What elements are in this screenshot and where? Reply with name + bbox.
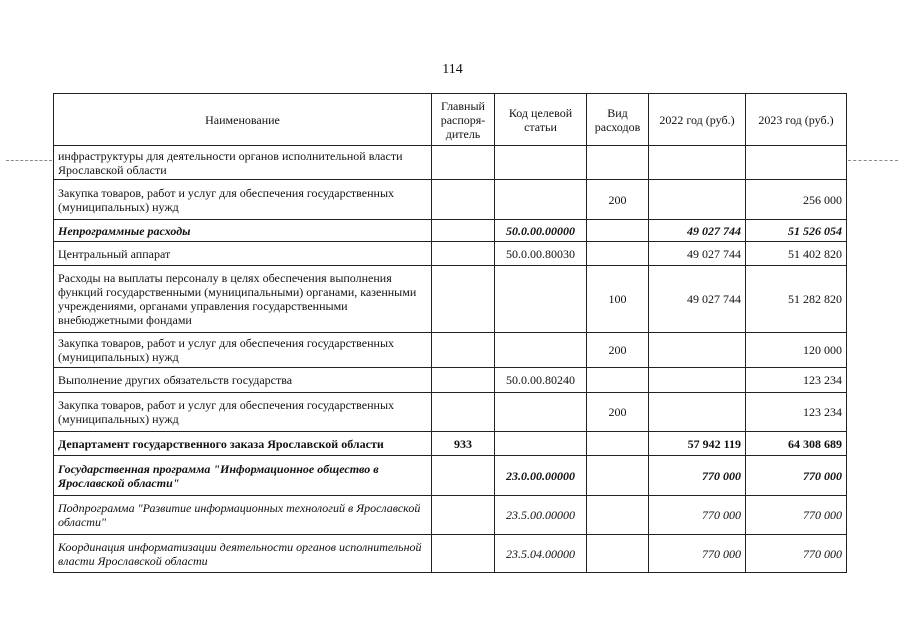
cell-2022: 49 027 744 bbox=[649, 220, 746, 242]
cell-2023: 51 526 054 bbox=[746, 220, 847, 242]
header-2022: 2022 год (руб.) bbox=[649, 94, 746, 146]
cell-code bbox=[495, 333, 587, 368]
cell-name: инфраструктуры для деятельности органов исполнительной власти Ярославской области bbox=[54, 146, 432, 180]
cell-code bbox=[495, 180, 587, 220]
cell-manager bbox=[432, 393, 495, 432]
table-row bbox=[54, 368, 847, 393]
cell-code: 50.0.00.80030 bbox=[495, 242, 587, 266]
cell-2023: 51 282 820 bbox=[746, 266, 847, 333]
cell-code: 50.0.00.00000 bbox=[495, 220, 587, 242]
cell-2023: 770 000 bbox=[746, 496, 847, 535]
cell-2022: 770 000 bbox=[649, 456, 746, 496]
table-row bbox=[54, 432, 847, 456]
cell-2022 bbox=[649, 393, 746, 432]
cell-2023: 51 402 820 bbox=[746, 242, 847, 266]
cell-name: Закупка товаров, работ и услуг для обеспечения государственных (муниципальных) нужд bbox=[54, 180, 432, 220]
cell-manager bbox=[432, 146, 495, 180]
header-name: Наименование bbox=[54, 94, 432, 146]
cell-2022 bbox=[649, 368, 746, 393]
cell-type: 200 bbox=[587, 333, 649, 368]
cell-name: Выполнение других обязательств государства bbox=[54, 368, 432, 393]
table-row bbox=[54, 266, 847, 333]
table-row bbox=[54, 333, 847, 368]
cell-name: Координация информатизации деятельности органов исполнительной власти Ярославской области bbox=[54, 535, 432, 573]
cell-type bbox=[587, 242, 649, 266]
cell-manager bbox=[432, 180, 495, 220]
budget-table bbox=[53, 93, 847, 573]
cell-name: Закупка товаров, работ и услуг для обеспечения государственных (муниципальных) нужд bbox=[54, 393, 432, 432]
cell-2023: 770 000 bbox=[746, 456, 847, 496]
cell-name: Подпрограмма "Развитие информационных технологий в Ярославской области" bbox=[54, 496, 432, 535]
cell-2023: 120 000 bbox=[746, 333, 847, 368]
cell-manager bbox=[432, 456, 495, 496]
header-type: Вид расходов bbox=[587, 94, 649, 146]
cell-2023: 770 000 bbox=[746, 535, 847, 573]
page-break-dash-right bbox=[848, 160, 898, 161]
table-row bbox=[54, 456, 847, 496]
table-row bbox=[54, 242, 847, 266]
table-row bbox=[54, 393, 847, 432]
cell-2023: 256 000 bbox=[746, 180, 847, 220]
table-row bbox=[54, 220, 847, 242]
cell-code: 23.5.04.00000 bbox=[495, 535, 587, 573]
cell-type bbox=[587, 432, 649, 456]
cell-code: 23.0.00.00000 bbox=[495, 456, 587, 496]
table-row bbox=[54, 496, 847, 535]
cell-type bbox=[587, 456, 649, 496]
cell-2023: 64 308 689 bbox=[746, 432, 847, 456]
header-code: Код целевой статьи bbox=[495, 94, 587, 146]
cell-manager bbox=[432, 220, 495, 242]
cell-type bbox=[587, 220, 649, 242]
header-2023: 2023 год (руб.) bbox=[746, 94, 847, 146]
cell-type bbox=[587, 496, 649, 535]
cell-type bbox=[587, 368, 649, 393]
page-break-dash-left bbox=[6, 160, 52, 161]
cell-type: 100 bbox=[587, 266, 649, 333]
cell-code bbox=[495, 266, 587, 333]
cell-2022: 57 942 119 bbox=[649, 432, 746, 456]
cell-name: Центральный аппарат bbox=[54, 242, 432, 266]
table-row bbox=[54, 535, 847, 573]
cell-2022: 49 027 744 bbox=[649, 266, 746, 333]
cell-manager bbox=[432, 242, 495, 266]
cell-code: 23.5.00.00000 bbox=[495, 496, 587, 535]
cell-manager bbox=[432, 368, 495, 393]
cell-name: Государственная программа "Информационное общество в Ярославской области" bbox=[54, 456, 432, 496]
cell-code bbox=[495, 146, 587, 180]
table-row bbox=[54, 180, 847, 220]
cell-2023 bbox=[746, 146, 847, 180]
header-manager: Главный распоря-дитель bbox=[432, 94, 495, 146]
cell-2022 bbox=[649, 333, 746, 368]
cell-name: Расходы на выплаты персоналу в целях обеспечения выполнения функций государственными (муниципальными) органами, казенными учреждениями, органами управления государственными внебюджетными фондами bbox=[54, 266, 432, 333]
cell-2023: 123 234 bbox=[746, 368, 847, 393]
table-header-row bbox=[54, 94, 847, 146]
cell-manager bbox=[432, 333, 495, 368]
table-row bbox=[54, 146, 847, 180]
cell-code: 50.0.00.80240 bbox=[495, 368, 587, 393]
cell-type bbox=[587, 146, 649, 180]
cell-manager: 933 bbox=[432, 432, 495, 456]
cell-name: Непрограммные расходы bbox=[54, 220, 432, 242]
cell-manager bbox=[432, 496, 495, 535]
cell-2022: 49 027 744 bbox=[649, 242, 746, 266]
cell-type: 200 bbox=[587, 393, 649, 432]
cell-code bbox=[495, 393, 587, 432]
cell-type: 200 bbox=[587, 180, 649, 220]
cell-2022 bbox=[649, 180, 746, 220]
page-number: 114 bbox=[442, 62, 463, 77]
cell-2023: 123 234 bbox=[746, 393, 847, 432]
cell-2022: 770 000 bbox=[649, 496, 746, 535]
cell-name: Департамент государственного заказа Ярославской области bbox=[54, 432, 432, 456]
cell-type bbox=[587, 535, 649, 573]
cell-name: Закупка товаров, работ и услуг для обеспечения государственных (муниципальных) нужд bbox=[54, 333, 432, 368]
cell-code bbox=[495, 432, 587, 456]
cell-manager bbox=[432, 535, 495, 573]
cell-2022 bbox=[649, 146, 746, 180]
cell-2022: 770 000 bbox=[649, 535, 746, 573]
cell-manager bbox=[432, 266, 495, 333]
